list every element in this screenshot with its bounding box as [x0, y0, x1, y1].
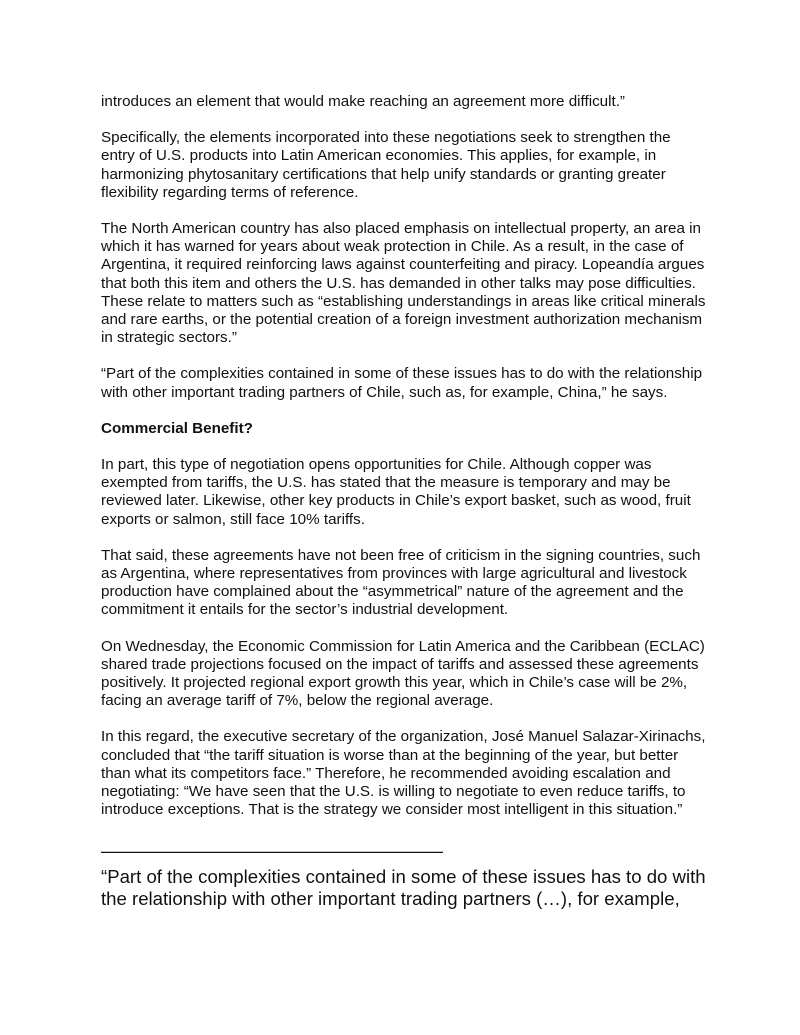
- paragraph: In part, this type of negotiation opens opportunities for Chile. Although copper was exempted from tariffs, the U.S. has stated that the measure is temporary and may be reviewed later. Likewise, other key products in Chile’s export basket, such as wood, fruit exports or salmon, still face 10% tariffs.: [101, 456, 691, 528]
- paragraph: That said, these agreements have not been free of criticism in the signing countries, such as Argentina, where representatives from provinces with large agricultural and livestock production have complained about the “asymmetrical” nature of the agreement and the commitment it entails for the sector’s industrial development.: [101, 546, 701, 619]
- paragraph: On Wednesday, the Economic Commission for Latin America and the Caribbean (ECLAC) shared trade projections focused on the impact of tariffs and assessed these agreements positively. It projected regional export growth this year, which in Chile’s case will be 2%, facing an average tariff of 7%, below the regional average.: [101, 637, 705, 710]
- paragraph: “Part of the complexities contained in some of these issues has to do with the relationship with other important trading partners of Chile, such as, for example, China,” he says.: [101, 365, 703, 401]
- paragraph: introduces an element that would make reaching an agreement more difficult.”: [101, 93, 625, 110]
- article-body: [101, 93, 706, 911]
- pull-quote: “Part of the complexities contained in some of these issues has to do with the relationship with other important trading partners (…), for example,: [101, 865, 706, 909]
- paragraph: The North American country has also placed emphasis on intellectual property, an area in which it has warned for years about weak protection in Chile. As a result, in the case of Argentina, it required reinforcing laws against counterfeiting and piracy. Lopeandía argues that both this item and others the U.S. has demanded in other talks may pose difficulties. These relate to matters such as “establishing understandings in areas like critical minerals and rare earths, or the potential creation of a foreign investment authorization mechanism in strategic sectors.”: [101, 220, 706, 347]
- paragraph: In this regard, the executive secretary of the organization, José Manuel Salazar-Xirinachs, concluded that “the tariff situation is worse than at the beginning of the year, but better than what its competitors face.” Therefore, he recommended avoiding escalation and negotiating: “We have seen that the U.S. is willing to negotiate to even reduce tariffs, to introduce exceptions. That is the strategy we consider most intelligent in this situation.”: [101, 728, 706, 819]
- separator-rule: ———————————————————: [101, 840, 443, 861]
- paragraph: Specifically, the elements incorporated into these negotiations seek to strengthen the entry of U.S. products into Latin American economies. This applies, for example, in harmonizing phytosanitary certifications that help unify standards or granting greater flexibility regarding terms of reference.: [101, 129, 671, 201]
- section-heading: Commercial Benefit?: [101, 419, 253, 437]
